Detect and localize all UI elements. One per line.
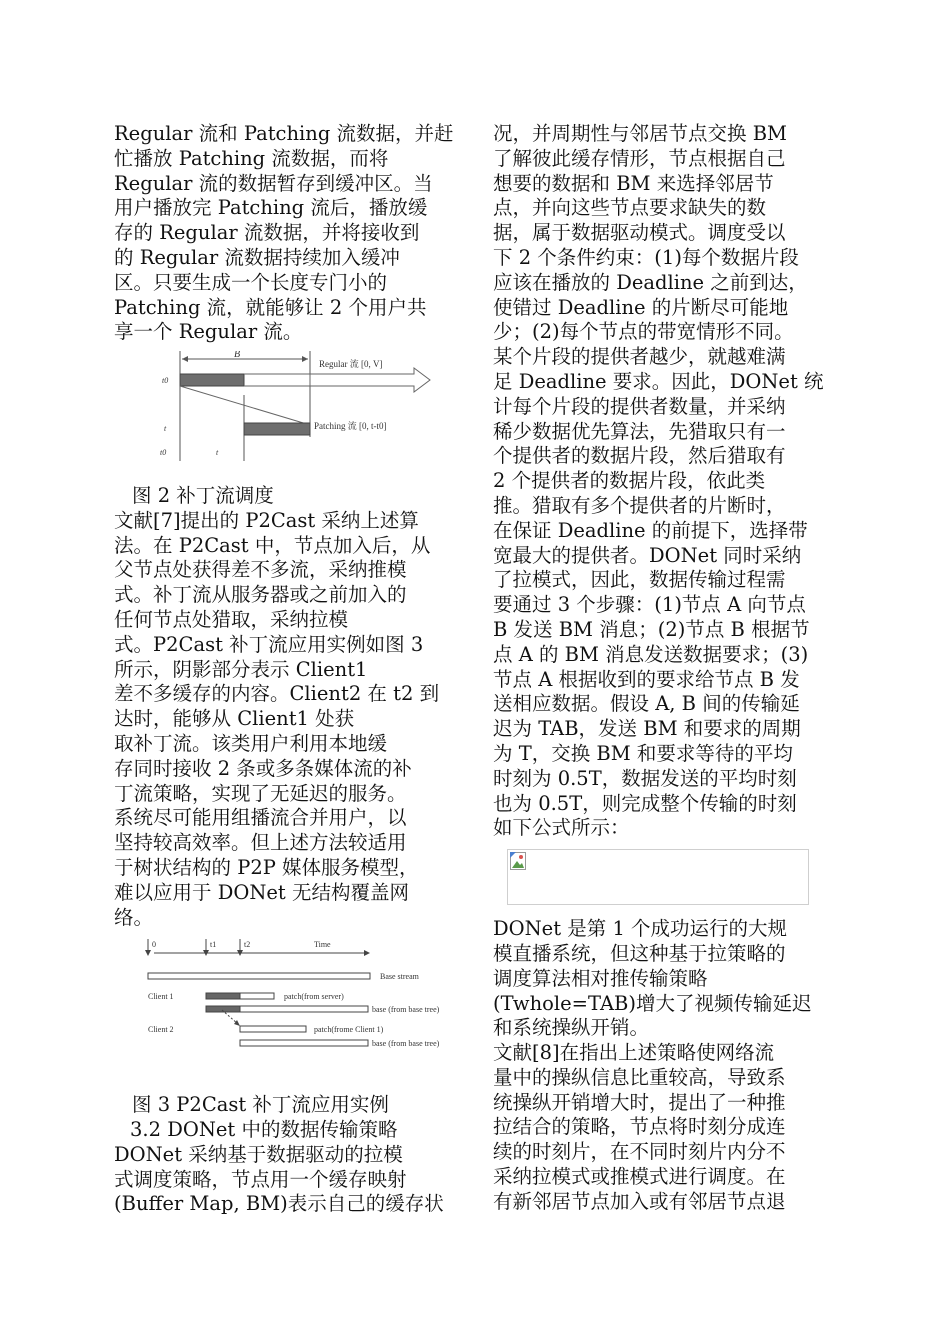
text-line: 推。猎取有多个提供者的片断时，	[493, 493, 786, 517]
figure-3-caption: 图 3 P2Cast 补丁流应用实例	[132, 1093, 389, 1117]
paragraph-p2cast	[114, 509, 462, 931]
fig2-label-b: B	[234, 351, 241, 361]
fig2-patching-bar	[244, 423, 310, 435]
figure-2	[114, 351, 462, 509]
fig2-diagonal	[180, 386, 310, 425]
text-line: 存的 Regular 流数据，并将接收到	[114, 221, 420, 245]
text-line: 了拉模式，因此，数据传输过程需	[493, 568, 786, 592]
text-line: 了解彼此缓存情形，节点根据自己	[493, 146, 786, 170]
formula-image-placeholder	[507, 849, 809, 905]
text-line: 用户播放完 Patching 流后，播放缓	[114, 196, 428, 220]
svg-text:t: t	[164, 424, 167, 434]
text-line: 络。	[114, 905, 154, 929]
text-line: Patching 流，就能够让 2 个用户共	[114, 295, 427, 319]
text-line: 任何节点处猎取，采纳拉模	[114, 607, 349, 631]
text-line: 模直播系统，但这种基于拉策略的	[493, 941, 786, 965]
text-line: (Buffer Map, BM)表示自己的缓存状	[114, 1192, 444, 1216]
text-line: 式调度策略，节点用一个缓存映射	[114, 1167, 407, 1191]
text-line: 和系统操纵开销。	[493, 1016, 650, 1040]
text-line: 式。补丁流从服务器或之前加入的	[114, 583, 407, 607]
text-line: 难以应用于 DONet 无结构覆盖网	[114, 880, 409, 904]
text-line: 享一个 Regular 流。	[114, 320, 303, 344]
fig3-client2-base	[240, 1040, 368, 1046]
text-line: 差不多缓存的内容。Client2 在 t2 到	[114, 682, 440, 706]
text-line: 时刻为 0.5T，数据发送的平均时刻	[493, 766, 797, 790]
right-column	[493, 122, 835, 1215]
svg-text:patch(frome Client 1): patch(frome Client 1)	[314, 1025, 384, 1035]
text-line: 系统尽可能用组播流合并用户，以	[114, 806, 407, 830]
text-line: 父节点处获得差不多流，采纳推模	[114, 558, 407, 582]
text-line: 调度算法相对推传输策略	[493, 966, 708, 990]
text-line: 想要的数据和 BM 来选择邻居节	[493, 171, 774, 195]
broken-image-icon	[510, 852, 526, 870]
text-line: 使错过 Deadline 的片断尽可能地	[493, 295, 789, 319]
text-line: 足 Deadline 要求。因此，DONet 统	[493, 369, 824, 393]
text-line: 丁流策略，实现了无延迟的服务。	[114, 781, 407, 805]
text-line: 下 2 个条件约束：(1)每个数据片段	[493, 245, 799, 269]
text-line: 采纳拉模式或推模式进行调度。在	[493, 1165, 786, 1189]
text-line: 达时，能够从 Client1 处获	[114, 707, 355, 731]
figure-2-diagram	[114, 351, 444, 463]
text-line: 文献[8]在指出上述策略使网络流	[493, 1041, 775, 1065]
svg-text:0: 0	[152, 940, 156, 950]
text-line: Regular 流和 Patching 流数据，并赶	[114, 122, 454, 145]
text-line: 节点 A 根据收到的要求给节点 B 发	[493, 667, 800, 691]
text-line: 有新邻居节点加入或有邻居节点退	[493, 1189, 786, 1213]
fig3-client1-patch	[240, 993, 274, 999]
figure-3	[114, 936, 462, 1118]
text-line: Regular 流的数据暂存到缓冲区。当	[114, 171, 433, 195]
text-line: 为 T，交换 BM 和要求等待的平均	[493, 741, 793, 765]
text-line: 拉结合的策略，节点将时刻分成连	[493, 1115, 786, 1139]
text-line: 迟为 TAB，发送 BM 和要求的周期	[493, 717, 801, 741]
text-line: 如下公式所示：	[493, 816, 630, 840]
text-line: 据，属于数据驱动模式。调度受以	[493, 221, 786, 245]
text-line: DONet 是第 1 个成功运行的大规	[493, 917, 788, 941]
text-line: 在保证 Deadline 的前提下，选择带	[493, 518, 808, 542]
figure-2-caption: 图 2 补丁流调度	[132, 483, 274, 507]
text-line: 2 个提供者的数据片段，依此类	[493, 469, 766, 493]
svg-text:t1: t1	[210, 940, 217, 950]
text-line: 取补丁流。该类用户利用本地缓	[114, 731, 388, 755]
svg-text:Base stream: Base stream	[380, 972, 419, 982]
text-line: 文献[7]提出的 P2Cast 采纳上述算	[114, 508, 419, 532]
text-line: 式。P2Cast 补丁流应用实例如图 3	[114, 632, 424, 656]
fig2-label-regular: Regular 流 [0, V]	[319, 359, 383, 370]
text-line: 所示，阴影部分表示 Client1	[114, 657, 368, 681]
paragraph-regular-patching	[114, 122, 462, 345]
svg-text:t0: t0	[160, 448, 167, 458]
text-line: 要通过 3 个步骤：(1)节点 A 向节点	[493, 593, 806, 617]
text-line: 统操纵开销增大时，提出了一种推	[493, 1090, 786, 1114]
text-line: 续的时刻片，在不同时刻片内分不	[493, 1140, 786, 1164]
text-line: 也为 0.5T，则完成整个传输的时刻	[493, 791, 797, 815]
svg-text:t: t	[216, 448, 219, 458]
text-line: 法。在 P2Cast 中，节点加入后，从	[114, 533, 431, 557]
left-column	[114, 122, 462, 1217]
svg-text:Time: Time	[314, 940, 331, 950]
text-line: 某个片段的提供者越少，就越难满	[493, 345, 786, 369]
text-line: 计每个片段的提供者数量，并采纳	[493, 394, 786, 418]
text-line: 点，并向这些节点要求缺失的数	[493, 196, 767, 220]
svg-text:Client 1: Client 1	[148, 992, 174, 1002]
text-line: 宽最大的提供者。DONet 同时采纳	[493, 543, 802, 567]
text-line: 况，并周期性与邻居节点交换 BM	[493, 122, 787, 145]
svg-text:base (from base tree): base (from base tree)	[372, 1039, 440, 1049]
text-line: 少；(2)每个节点的带宽情形不同。	[493, 320, 794, 344]
svg-text:base (from base tree): base (from base tree)	[372, 1005, 440, 1015]
text-line: 量中的操纵信息比重较高，导致系	[493, 1065, 786, 1089]
text-line: 区。只要生成一个长度专门小的	[114, 270, 388, 294]
fig2-label-patching: Patching 流 [0, t-t0]	[314, 421, 387, 432]
svg-text:patch(from server): patch(from server)	[284, 992, 344, 1002]
text-line: 应该在播放的 Deadline 之前到达，	[493, 270, 808, 294]
svg-text:t0: t0	[162, 376, 169, 386]
svg-text:Client 2: Client 2	[148, 1025, 174, 1035]
figure-3-diagram	[114, 936, 454, 1066]
paragraph-bm-exchange	[493, 122, 835, 841]
fig3-base-stream-bar	[148, 973, 370, 979]
fig3-client2-patch	[240, 1026, 306, 1032]
text-line: (Twhole=TAB)增大了视频传输延迟	[493, 991, 812, 1015]
text-line: 的 Regular 流数据持续加入缓冲	[114, 245, 400, 269]
paragraph-donet-intro	[114, 1143, 462, 1217]
text-line: DONet 采纳基于数据驱动的拉模	[114, 1142, 403, 1166]
fig2-regular-bar	[180, 374, 244, 386]
text-line: B 发送 BM 消息；(2)节点 B 根据节	[493, 617, 810, 641]
fig3-client1-base	[240, 1006, 368, 1012]
text-line: 忙播放 Patching 流数据，而将	[114, 146, 389, 170]
text-line: 点 A 的 BM 消息发送数据要求；(3)	[493, 642, 809, 666]
text-line: 送相应数据。假设 A, B 间的传输延	[493, 692, 800, 716]
text-line: 个提供者的数据片段，然后猎取有	[493, 444, 786, 468]
text-line: 坚持较高效率。但上述方法较适用	[114, 831, 407, 855]
fig3-client1-patch-shaded	[206, 993, 240, 999]
svg-text:t2: t2	[244, 940, 251, 950]
text-line: 存同时接收 2 条或多条媒体流的补	[114, 756, 412, 780]
text-line: 于树状结构的 P2P 媒体服务模型，	[114, 855, 419, 879]
paragraph-donet-success	[493, 917, 835, 1215]
fig2-regular-arrow	[310, 368, 430, 392]
text-line: 稀少数据优先算法，先猎取只有一	[493, 419, 786, 443]
section-heading: 3.2 DONet 中的数据传输策略	[130, 1117, 398, 1141]
